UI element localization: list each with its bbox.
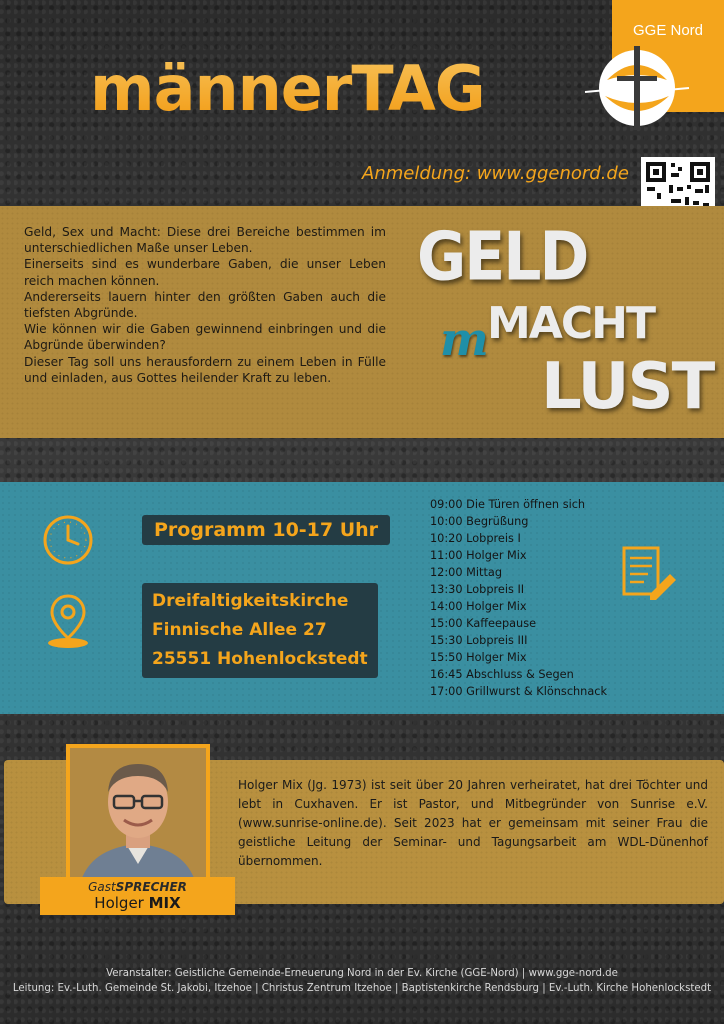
schedule-item: 12:00 Mittag	[430, 566, 502, 579]
schedule-item: 10:00 Begrüßung	[430, 515, 529, 528]
intro-paragraph: Geld, Sex und Macht: Diese drei Bereiche bestimmen im unterschiedlichen Maße unser Leben.	[24, 225, 386, 256]
speaker-last-name: MIX	[148, 894, 181, 912]
intro-paragraph: Wie können wir die Gaben gewinnend einbringen und die Abgründe überwinden?	[24, 322, 386, 353]
gge-logo-icon	[577, 40, 697, 140]
schedule-item: 10:20 Lobpreis I	[430, 532, 521, 545]
program-time-badge: Programm 10-17 Uhr	[142, 515, 390, 545]
footer	[0, 966, 724, 996]
intro-paragraph: Andererseits lauern hinter den größten Gaben auch die tiefsten Abgründe.	[24, 289, 386, 321]
schedule-item: 15:50 Holger Mix	[430, 651, 527, 664]
document-edit-icon	[620, 544, 678, 602]
intro-text	[24, 224, 386, 386]
schedule-item: 11:00 Holger Mix	[430, 549, 527, 562]
speaker-first-name: Holger	[94, 894, 144, 912]
registration-link[interactable]: Anmeldung: www.ggenord.de	[362, 163, 629, 184]
theme-word-geld: GELD	[417, 218, 588, 297]
guest-speaker-caption	[40, 877, 235, 894]
schedule-list	[430, 496, 607, 700]
speaker-bio: Holger Mix (Jg. 1973) ist seit über 20 Jahren verheiratet, hat drei Töchter und lebt in Cuxhaven. Er ist Pastor, und Mitbegründer von Sunrise e.V. (www.sunrise-online.de). Seit 2023 hat er gemeinsam mit seiner Frau die geistliche Leitung der Seminar- und Tagungsarbeit am WDL-Dünenhof übernommen.	[238, 778, 708, 868]
schedule-item: 16:45 Abschluss & Segen	[430, 668, 574, 681]
clock-icon	[42, 514, 94, 566]
location-city: 25551 Hohenlockstedt	[152, 649, 368, 669]
speaker-photo	[66, 744, 210, 888]
schedule-item: 09:00 Die Türen öffnen sich	[430, 498, 586, 511]
footer-organizer: Veranstalter: Geistliche Gemeinde-Erneuerung Nord in der Ev. Kirche (GGE-Nord) | www.gge-nord.de	[106, 968, 618, 979]
theme-word-macht: MACHT	[487, 298, 654, 349]
intro-paragraph: Einerseits sind es wunderbare Gaben, die unser Leben reich machen können.	[24, 257, 386, 288]
schedule-item: 17:00 Grillwurst & Klönschnack	[430, 685, 608, 698]
footer-leadership: Leitung: Ev.-Luth. Gemeinde St. Jakobi, Itzehoe | Christus Zentrum Itzehoe | Baptistenkirche Rendsburg | Ev.-Luth. Kirche Hohenlockstedt	[12, 983, 712, 994]
schedule-item: 15:30 Lobpreis III	[430, 634, 528, 647]
location-badge	[142, 583, 378, 678]
guest-speaker-label	[40, 877, 235, 915]
intro-paragraph: Dieser Tag soll uns herausfordern zu einem Leben in Fülle und einladen, aus Gottes heilender Kraft zu leben.	[24, 354, 386, 385]
schedule-item: 13:30 Lobpreis II	[430, 583, 525, 596]
theme-script-m: m	[440, 312, 489, 366]
location-venue: Dreifaltigkeitskirche	[152, 591, 349, 611]
location-street: Finnische Allee 27	[152, 620, 327, 640]
speaker-name	[40, 894, 235, 912]
brand-label: GGE Nord	[632, 22, 704, 39]
caption-sprecher: SPRECHER	[115, 880, 187, 894]
schedule-item: 15:00 Kaffeepause	[430, 617, 537, 630]
caption-gast: Gast	[88, 880, 116, 894]
speaker-portrait	[70, 748, 206, 884]
theme-word-lust: LUST	[541, 350, 714, 424]
page-title: männerTAG	[90, 52, 485, 125]
schedule-item: 14:00 Holger Mix	[430, 600, 527, 613]
location-pin-icon	[44, 592, 92, 650]
